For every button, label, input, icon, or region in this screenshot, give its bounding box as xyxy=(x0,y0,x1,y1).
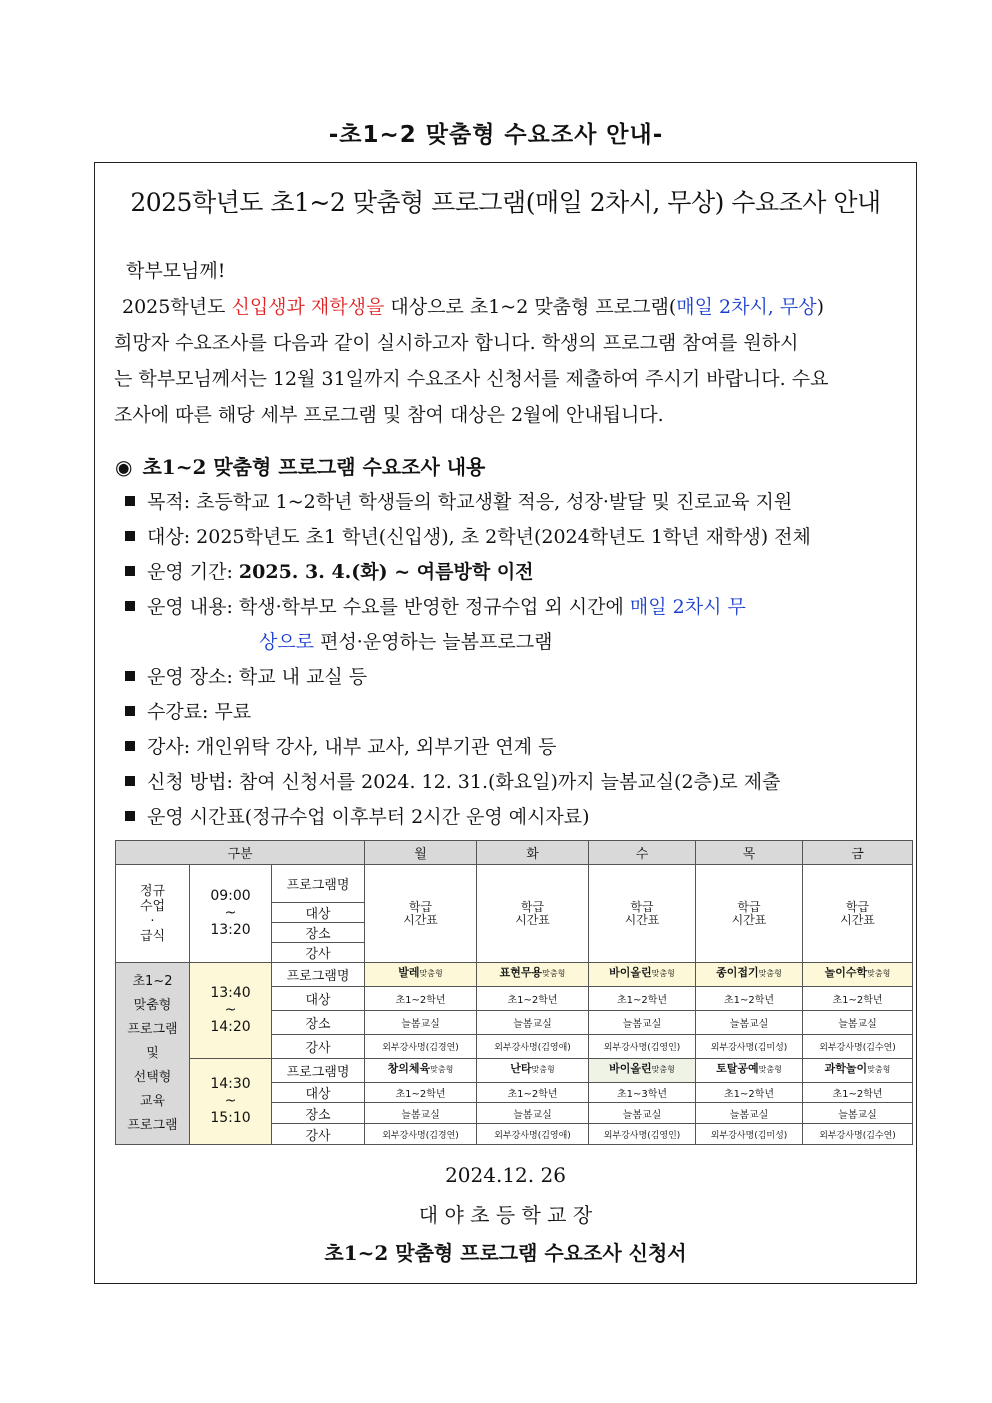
program-teacher: 외부강사명(김미성) xyxy=(696,1124,803,1145)
class-timetable-cell: 학급 시간표 xyxy=(589,865,696,963)
program-target: 초1~2학년 xyxy=(696,987,803,1011)
row-label: 대상 xyxy=(272,987,365,1011)
square-bullet-icon xyxy=(125,531,135,541)
notice-heading: 2025학년도 초1~2 맞춤형 프로그램(매일 2차시, 무상) 수요조사 안내 xyxy=(130,188,881,217)
table-row xyxy=(116,963,913,987)
row-label: 프로그램명 xyxy=(272,963,365,987)
program-name: 놀이수학맞춤형 xyxy=(803,963,913,987)
class-timetable-cell: 학급 시간표 xyxy=(365,865,477,963)
program-teacher: 외부강사명(김영애) xyxy=(477,1035,589,1059)
paragraph-line-1: 2025학년도 신입생과 재학생을 대상으로 초1~2 맞춤형 프로그램(매일 2차시, 무상) xyxy=(122,296,825,318)
timetable xyxy=(115,840,913,1145)
survey-section xyxy=(115,449,901,835)
program-target: 초1~2학년 xyxy=(365,1083,477,1103)
program-name: 표현무용맞춤형 xyxy=(477,963,589,987)
square-bullet-icon xyxy=(125,741,135,751)
regular-time: 09:00 ~ 13:20 xyxy=(190,865,272,963)
program-target: 초1~2학년 xyxy=(803,987,913,1011)
bullet-purpose: 목적: 초등학교 1~2학년 학생들의 학교생활 적응, 성장·발달 및 진로교육 지원 xyxy=(115,485,901,520)
square-bullet-icon xyxy=(125,496,135,506)
program-name: 토탈공예맞춤형 xyxy=(696,1059,803,1083)
bullet-place: 운영 장소: 학교 내 교실 등 xyxy=(115,660,901,695)
square-bullet-icon xyxy=(125,776,135,786)
square-bullet-icon xyxy=(125,671,135,681)
class-timetable-cell: 학급 시간표 xyxy=(803,865,913,963)
row-label: 장소 xyxy=(272,923,365,943)
header-day: 월 xyxy=(365,841,477,865)
header-day: 화 xyxy=(477,841,589,865)
header-day: 수 xyxy=(589,841,696,865)
program-name: 창의체육맞춤형 xyxy=(365,1059,477,1083)
paragraph-line-2: 희망자 수요조사를 다음과 같이 실시하고자 합니다. 학생의 프로그램 참여를 원하시 xyxy=(114,332,799,354)
header-day: 목 xyxy=(696,841,803,865)
program-target: 초1~2학년 xyxy=(365,987,477,1011)
program-target: 초1~2학년 xyxy=(477,1083,589,1103)
circle-bullet-icon: ◉ xyxy=(115,455,133,479)
program-teacher: 외부강사명(김영인) xyxy=(589,1124,696,1145)
square-bullet-icon xyxy=(125,566,135,576)
row-label: 강사 xyxy=(272,1124,365,1145)
paragraph-line-3: 는 학부모님께서는 12월 31일까지 수요조사 신청서를 제출하여 주시기 바랍니다. 수요 xyxy=(114,368,829,390)
program-target: 초1~2학년 xyxy=(696,1083,803,1103)
row-label: 강사 xyxy=(272,943,365,963)
notice-paragraph xyxy=(114,253,900,433)
row-label: 프로그램명 xyxy=(272,865,365,903)
table-row xyxy=(116,1059,913,1083)
square-bullet-icon xyxy=(125,601,135,611)
header-day: 금 xyxy=(803,841,913,865)
bullet-content-cont: 상으로 편성·운영하는 늘봄프로그램 xyxy=(259,631,553,653)
notice-frame xyxy=(94,162,917,1284)
program-teacher: 외부강사명(김영애) xyxy=(477,1124,589,1145)
bullet-timetable: 운영 시간표(정규수업 이후부터 2시간 운영 예시자료) xyxy=(115,800,901,835)
table-row xyxy=(116,865,913,903)
highlight-target: 신입생과 재학생을 xyxy=(231,296,385,318)
program-teacher: 외부강사명(김수연) xyxy=(803,1124,913,1145)
regular-label: 정규 수업 · 급식 xyxy=(116,865,190,963)
program-place: 늘봄교실 xyxy=(365,1011,477,1035)
table-header-row xyxy=(116,841,913,865)
square-bullet-icon xyxy=(125,706,135,716)
program-target: 초1~3학년 xyxy=(589,1083,696,1103)
row-label: 대상 xyxy=(272,1083,365,1103)
bullet-fee: 수강료: 무료 xyxy=(115,695,901,730)
program-place: 늘봄교실 xyxy=(696,1103,803,1124)
bullet-content: 운영 내용: 학생·학부모 수요를 반영한 정규수업 외 시간에 매일 2차시 무 xyxy=(115,590,901,625)
bullet-instructor: 강사: 개인위탁 강사, 내부 교사, 외부기관 연계 등 xyxy=(115,730,901,765)
section-title: ◉ 초1~2 맞춤형 프로그램 수요조사 내용 xyxy=(115,455,486,479)
form-title: 초1~2 맞춤형 프로그램 수요조사 신청서 xyxy=(324,1241,687,1265)
program-place: 늘봄교실 xyxy=(589,1103,696,1124)
program-teacher: 외부강사명(김수연) xyxy=(803,1035,913,1059)
program-name: 바이올린맞춤형 xyxy=(589,1059,696,1083)
header-category: 구분 xyxy=(116,841,365,865)
program-place: 늘봄교실 xyxy=(803,1103,913,1124)
program-group-label: 초1~2 맞춤형 프로그램 및 선택형 교육 프로그램 xyxy=(116,963,190,1145)
bullet-period: 운영 기간: 2025. 3. 4.(화) ~ 여름방학 이전 xyxy=(115,555,901,590)
program-teacher: 외부강사명(김영인) xyxy=(589,1035,696,1059)
program-teacher: 외부강사명(김경연) xyxy=(365,1124,477,1145)
slot1-time: 13:40 ~ 14:20 xyxy=(190,963,272,1059)
program-target: 초1~2학년 xyxy=(803,1083,913,1103)
program-name: 바이올린맞춤형 xyxy=(589,963,696,987)
program-place: 늘봄교실 xyxy=(696,1011,803,1035)
program-place: 늘봄교실 xyxy=(477,1103,589,1124)
row-label: 대상 xyxy=(272,903,365,923)
bullet-target: 대상: 2025학년도 초1 학년(신입생), 초 2학년(2024학년도 1학년 재학생) 전체 xyxy=(115,520,901,555)
program-teacher: 외부강사명(김미성) xyxy=(696,1035,803,1059)
program-teacher: 외부강사명(김경연) xyxy=(365,1035,477,1059)
program-name: 종이접기맞춤형 xyxy=(696,963,803,987)
program-target: 초1~2학년 xyxy=(589,987,696,1011)
row-label: 프로그램명 xyxy=(272,1059,365,1083)
square-bullet-icon xyxy=(125,811,135,821)
page-title: -초1~2 맞춤형 수요조사 안내- xyxy=(328,122,664,148)
slot2-time: 14:30 ~ 15:10 xyxy=(190,1059,272,1145)
row-label: 강사 xyxy=(272,1035,365,1059)
bullet-apply: 신청 방법: 참여 신청서를 2024. 12. 31.(화요일)까지 늘봄교실(2층)로 제출 xyxy=(115,765,901,800)
program-place: 늘봄교실 xyxy=(803,1011,913,1035)
program-name: 발레맞춤형 xyxy=(365,963,477,987)
program-place: 늘봄교실 xyxy=(589,1011,696,1035)
program-name: 난타맞춤형 xyxy=(477,1059,589,1083)
greeting: 학부모님께! xyxy=(126,260,226,282)
row-label: 장소 xyxy=(272,1103,365,1124)
footer-date: 2024.12. 26 xyxy=(445,1163,566,1187)
paragraph-line-4: 조사에 따른 해당 세부 프로그램 및 참여 대상은 2월에 안내됩니다. xyxy=(114,404,664,426)
footer-principal: 대 야 초 등 학 교 장 xyxy=(418,1203,593,1227)
program-place: 늘봄교실 xyxy=(365,1103,477,1124)
class-timetable-cell: 학급 시간표 xyxy=(477,865,589,963)
class-timetable-cell: 학급 시간표 xyxy=(696,865,803,963)
program-place: 늘봄교실 xyxy=(477,1011,589,1035)
program-name: 과학놀이맞춤형 xyxy=(803,1059,913,1083)
highlight-daily: 매일 2차시, 무상 xyxy=(676,296,817,318)
program-target: 초1~2학년 xyxy=(477,987,589,1011)
row-label: 장소 xyxy=(272,1011,365,1035)
